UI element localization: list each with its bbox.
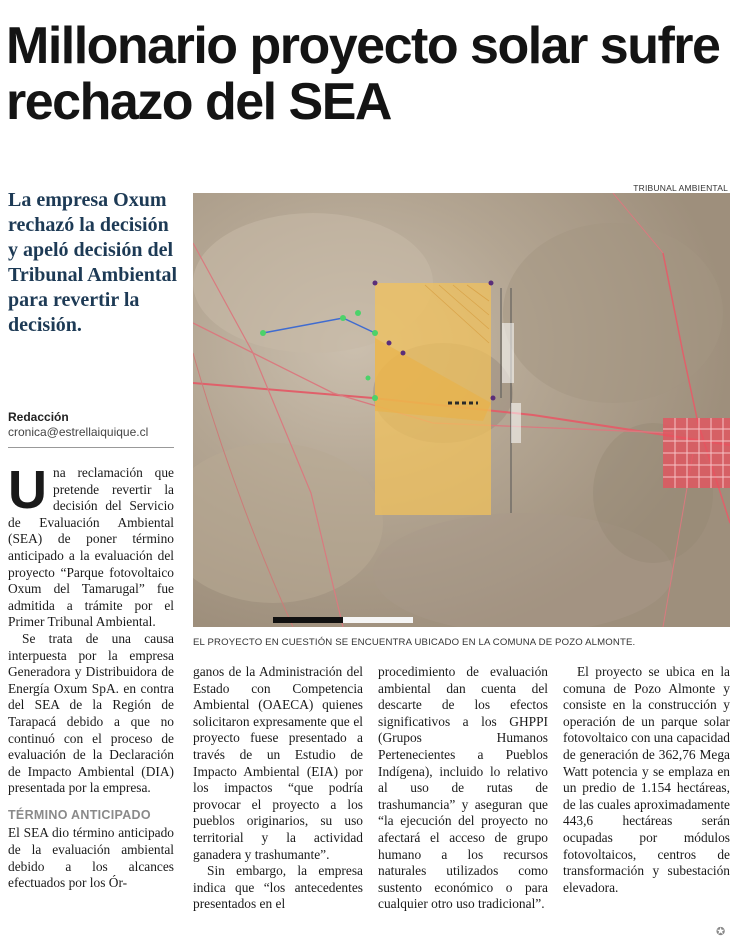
subhead: TÉRMINO ANTICIPADO <box>8 807 151 822</box>
body-column-2 <box>193 664 363 913</box>
headline: Millonario proyecto solar sufre rechazo del SEA <box>6 17 720 131</box>
body-paragraph: El proyecto se ubica en la comuna de Pozo Almonte y consiste en la construcción y operación de un parque solar fotovoltaico con una capacidad de generación de 362,76 Mega Watt potencia y se emplaza en un predio de 1.154 hectáreas, de las cuales aproximadamente 443,6 hectáreas serán ocupadas por módulos fotovoltaicos, centros de transformación y subestación elevadora. <box>563 664 730 895</box>
town-grid <box>663 418 730 488</box>
lede: La empresa Oxum rechazó la decisión y apeló decisión del Tribunal Ambiental para revertir la decisión. <box>8 189 178 336</box>
byline-author: Redacción <box>8 410 69 424</box>
body-column-4 <box>563 664 730 896</box>
body-paragraph: El SEA dio término anticipado de la evaluación ambiental debido a los alcances efectuados por los Ór- <box>8 825 174 891</box>
byline-email: cronica@estrellaiquique.cl <box>8 425 149 439</box>
photo-credit: TRIBUNAL AMBIENTAL <box>633 183 728 193</box>
body-column-3 <box>378 664 548 913</box>
body-paragraph: Sin embargo, la empresa indica que “los antecedentes presentados en el <box>193 863 363 912</box>
body-paragraph: procedimiento de evaluación ambiental dan cuenta del descarte de los efectos significativos a los GHPPI (Grupos Humanos Pertenecientes a Pueblos Indígena), incluido lo relativo al uso de rutas de trashumancia” y aseguran que “la ejecución del proyecto no afectará el acceso de grupo humano a los recursos naturales utilizados como sustento económico o para cualquier otro uso tradicional”. <box>378 664 548 912</box>
photo-caption: EL PROYECTO EN CUESTIÓN SE ENCUENTRA UBICADO EN LA COMUNA DE POZO ALMONTE. <box>193 637 636 648</box>
body-paragraph: ganos de la Administración del Estado con Competencia Ambiental (OAECA) quienes solicitaron expresamente que el proyecto fuese presentado a través de un Estudio de Impacto Ambiental (EIA) por los impactos “que podría provocar el proyecto a los pueblos originarios, su uso territorial y la actividad ganadera y trashumante”. <box>193 664 363 862</box>
body-paragraph: Una reclamación que pretende revertir la decisión del Servicio de Evaluación Ambiental (SEA) de poner término anticipado a la evaluación del proyecto “Parque fotovoltaico Oxum del Tamarugal” fue admitida a trámite por el Primer Tribunal Ambiental. <box>8 460 174 630</box>
body-paragraph: Se trata de una causa interpuesta por la empresa Generadora y Distribuidora de Energía Oxum SpA. en contra del SEA de la Región de Tarapacá debido a que no continuó con el proceso de evaluación de la Declaración de Impacto Ambiental (DIA) presentada por la empresa. <box>8 630 174 796</box>
drop-cap: U <box>8 460 47 520</box>
byline <box>8 410 178 440</box>
satellite-map-photo <box>193 193 730 627</box>
byline-divider <box>8 447 174 448</box>
end-mark-icon: ✪ <box>716 926 726 938</box>
body-column-1 <box>8 460 174 892</box>
